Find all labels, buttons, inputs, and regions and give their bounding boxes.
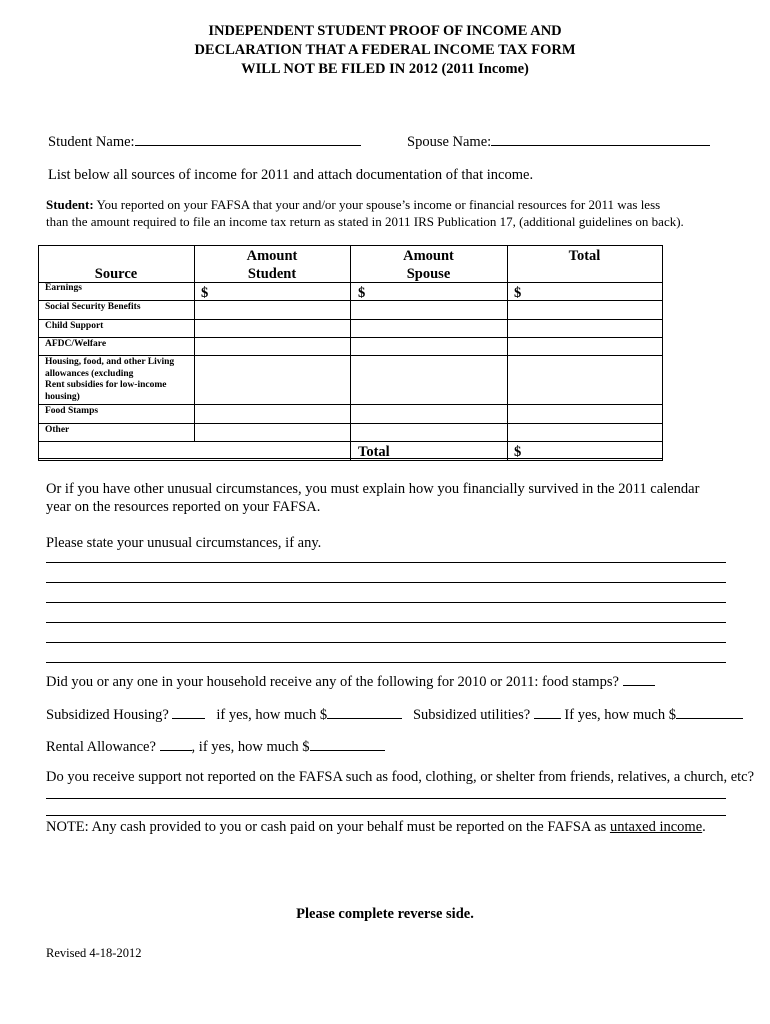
- header-amount-spouse-2: Spouse: [406, 266, 451, 282]
- subsidized-housing-blank[interactable]: [172, 704, 205, 719]
- circumstances-answer-line-5[interactable]: [46, 642, 726, 643]
- circumstances-line-1: Or if you have other unusual circumstances, you must explain how you financially survived in the 2011 calendar: [46, 481, 700, 497]
- subsidized-housing-row: [46, 704, 743, 724]
- row-label-child-support: Child Support: [45, 321, 104, 331]
- row-label-social-security: Social Security Benefits: [45, 302, 141, 312]
- row-label-housing-3: Rent subsidies for low-income: [45, 380, 167, 390]
- rental-allowance-label: Rental Allowance?: [46, 739, 156, 755]
- row-label-housing-1: Housing, food, and other Living: [45, 357, 175, 367]
- row-label-housing-2: allowances (excluding: [45, 368, 134, 379]
- note-suffix: .: [702, 819, 706, 835]
- food-stamps-blank[interactable]: [623, 671, 655, 686]
- student-statement-label: Student:: [46, 197, 94, 212]
- circumstances-answer-line-1[interactable]: [46, 562, 726, 563]
- student-statement-text-1: You reported on your FAFSA that your and/or your spouse’s income or financial resources for 2011 was less: [96, 197, 661, 212]
- header-amount-spouse-1: Amount: [403, 248, 454, 264]
- household-question-text: Did you or any one in your household receive any of the following for 2010 or 2011: food stamps?: [46, 674, 619, 690]
- student-name-blank[interactable]: [135, 131, 361, 146]
- subsidized-housing-label: Subsidized Housing?: [46, 707, 169, 723]
- housing-amount-blank[interactable]: [327, 704, 402, 719]
- rental-allowance-blank[interactable]: [160, 736, 192, 751]
- earnings-spouse-input[interactable]: [351, 283, 507, 300]
- rental-allowance-row: [46, 736, 385, 756]
- support-answer-line-2[interactable]: [46, 815, 726, 816]
- total-row-label: Total: [358, 444, 390, 460]
- header-source: Source: [94, 266, 138, 282]
- circumstances-answer-line-6[interactable]: [46, 662, 726, 663]
- title-line-2: DECLARATION THAT A FEDERAL INCOME TAX FORM: [194, 42, 576, 58]
- student-statement-text-2: than the amount required to file an income tax return as stated in 2011 IRS Publication 17, (additional guidelines on back).: [46, 214, 684, 229]
- dollar-sign-spouse: $: [358, 285, 366, 301]
- row-label-earnings: Earnings: [45, 283, 82, 293]
- rental-if-yes-label: , if yes, how much $: [191, 739, 310, 755]
- spouse-name-field[interactable]: [407, 131, 710, 151]
- utilities-amount-blank[interactable]: [676, 704, 743, 719]
- note-underlined: untaxed income: [609, 819, 703, 835]
- spouse-name-label: Spouse Name:: [407, 134, 492, 150]
- housing-if-yes-label: if yes, how much $: [216, 707, 328, 723]
- reverse-side-notice: Please complete reverse side.: [296, 906, 474, 922]
- circumstances-prompt: Please state your unusual circumstances, if any.: [46, 535, 322, 551]
- title-line-1: INDEPENDENT STUDENT PROOF OF INCOME AND: [208, 23, 562, 39]
- earnings-total-input[interactable]: [508, 283, 662, 300]
- row-label-food-stamps: Food Stamps: [45, 406, 99, 416]
- household-question: [46, 671, 655, 691]
- header-amount-student-1: Amount: [246, 248, 298, 264]
- dollar-sign-total: $: [514, 285, 522, 301]
- note-text: [46, 818, 706, 836]
- list-instruction: List below all sources of income for 2011 and attach documentation of that income.: [48, 167, 534, 183]
- row-label-other: Other: [45, 425, 70, 435]
- utilities-if-yes-label: If yes, how much $: [564, 707, 676, 723]
- form-title: [0, 22, 770, 79]
- circumstances-answer-line-2[interactable]: [46, 582, 726, 583]
- revised-date: Revised 4-18-2012: [46, 946, 142, 960]
- rental-amount-blank[interactable]: [310, 736, 385, 751]
- note-prefix: NOTE: Any cash provided to you or cash paid on your behalf must be reported on the FAFSA as: [46, 819, 610, 835]
- header-total: Total: [568, 248, 601, 264]
- circumstances-line-2: year on the resources reported on your FAFSA.: [46, 499, 321, 515]
- student-name-field[interactable]: [48, 131, 361, 151]
- earnings-student-input[interactable]: [195, 283, 350, 300]
- row-label-housing-4: housing): [45, 391, 80, 402]
- support-answer-line-1[interactable]: [46, 798, 726, 799]
- row-label-afdc-welfare: AFDC/Welfare: [45, 339, 107, 349]
- grand-total-input[interactable]: [508, 442, 662, 458]
- subsidized-utilities-blank[interactable]: [534, 704, 561, 719]
- header-amount-student-2: Student: [247, 266, 297, 282]
- income-table: [38, 245, 663, 461]
- support-question: Do you receive support not reported on the FAFSA such as food, clothing, or shelter from friends, relatives, a church, etc?: [46, 769, 755, 785]
- title-line-3: WILL NOT BE FILED IN 2012 (2011 Income): [241, 61, 529, 77]
- circumstances-answer-line-3[interactable]: [46, 602, 726, 603]
- total-row-dollar: $: [514, 444, 522, 460]
- subsidized-utilities-label: Subsidized utilities?: [412, 707, 531, 723]
- spouse-name-blank[interactable]: [491, 131, 710, 146]
- student-name-label: Student Name:: [48, 134, 135, 150]
- student-statement: [46, 197, 660, 213]
- dollar-sign-student: $: [201, 285, 209, 301]
- circumstances-answer-line-4[interactable]: [46, 622, 726, 623]
